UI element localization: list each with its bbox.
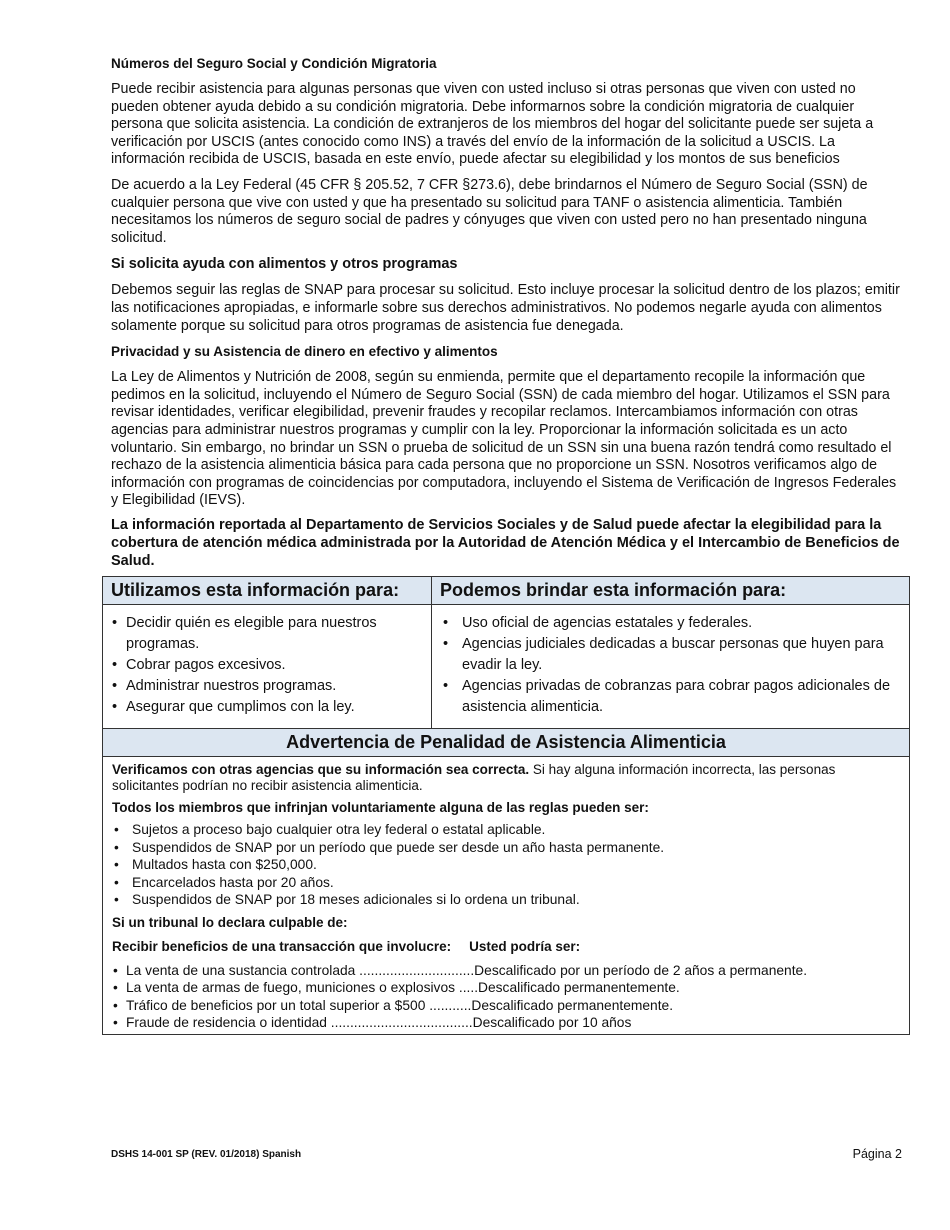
section-title-food-help: Si solicita ayuda con alimentos y otros programas — [111, 256, 458, 273]
form-id: DSHS 14-001 SP (REV. 01/2018) Spanish — [111, 1149, 302, 1160]
paragraph-snap-rules: Debemos seguir las reglas de SNAP para procesar su solicitud. Esto incluye procesar la solicitud dentro de los plazos; emitir las notificaciones apropiadas, e informarle sobre sus derechos administrativos. No podemos negarle ayuda con alimentos solamente porque su solicitud para otros programas de asistencia fue denegada. — [111, 282, 900, 334]
paragraph-immigration: Puede recibir asistencia para algunas personas que viven con usted incluso si otras personas que viven con usted no pueden obtener ayuda debido a su condición migratoria. Debe informarnos sobre la condición migratoria de cualquier persona que solicita asistencia. La condición de extranjeros de los miembros del hogar del solicitante puede ser sujeta a verificación por USCIS (antes conocido como INS) a través del envío de la información de la solicitud a USCIS. La información recibida de USCIS, basada en este envío, puede afectar su elegibilidad y los montos de sus beneficios — [111, 81, 874, 168]
list-item: • Uso oficial de agencias estatales y federales. — [440, 613, 901, 634]
info-table-right-column — [432, 577, 909, 728]
info-table — [103, 577, 909, 729]
document-page — [111, 55, 906, 1035]
verify-rest: Si hay alguna información incorrecta, las personas solicitantes podrían no recibir asistencia alimenticia. — [112, 761, 836, 794]
list-item: • Suspendidos de SNAP por 18 meses adicionales si lo ordena un tribunal. — [112, 891, 900, 909]
right-list — [432, 605, 909, 728]
list-item: • La venta de armas de fuego, municiones o explosivos .....Descalificado permanentemente. — [112, 979, 900, 997]
info-table-left-header: Utilizamos esta información para: — [103, 577, 431, 605]
list-item: • La venta de una sustancia controlada ..............................Descalificado por un período de 2 años a permanente. — [112, 962, 900, 980]
page-number: Página 2 — [852, 1147, 902, 1161]
court-title: Si un tribunal lo declara culpable de: — [112, 914, 348, 930]
list-item: • Tráfico de beneficios por un total superior a $500 ...........Descalificado permanentemente. — [112, 997, 900, 1015]
left-list — [103, 605, 431, 728]
members-title: Todos los miembros que infrinjan voluntariamente alguna de las reglas pueden ser: — [112, 799, 649, 815]
penalty-header: Advertencia de Penalidad de Asistencia Alimenticia — [103, 729, 909, 757]
paragraph-federal-law: De acuerdo a la Ley Federal (45 CFR § 205.52, 7 CFR §273.6), debe brindarnos el Número de Seguro Social (SSN) de cualquier persona que vive con usted y que ha presentado su solicitud para TANF o asistencia alimenticia. También necesitamos los números de seguro social de padres y cónyuges que viven con usted pero no han presentado ninguna solicitud. — [111, 176, 868, 246]
verify-bold: Verificamos con otras agencias que su información sea correcta. — [112, 761, 530, 777]
verify-paragraph — [112, 762, 900, 795]
offense-list — [112, 962, 900, 1032]
section-title-privacy: Privacidad y su Asistencia de dinero en efectivo y alimentos — [111, 344, 498, 360]
info-and-penalty-box — [102, 576, 910, 1035]
list-item: • Sujetos a proceso bajo cualquier otra ley federal o estatal aplicable. — [112, 821, 900, 839]
offense-col-a: Recibir beneficios de una transacción que involucre: — [112, 938, 452, 954]
list-item: • Multados hasta con $250,000. — [112, 856, 900, 874]
offense-col-b: Usted podría ser: — [469, 938, 581, 954]
list-item: • Asegurar que cumplimos con la ley. — [111, 697, 423, 718]
list-item: • Agencias privadas de cobranzas para cobrar pagos adicionales de asistencia alimenticia. — [440, 676, 901, 718]
list-item: • Suspendidos de SNAP por un período que puede ser desde un año hasta permanente. — [112, 839, 900, 857]
offense-columns-header — [112, 938, 900, 956]
penalty-body — [103, 757, 909, 1034]
paragraph-privacy: La Ley de Alimentos y Nutrición de 2008, según su enmienda, permite que el departamento recopile la información que pedimos en la solicitud, incluyendo el Número de Seguro Social (SSN) de cada miembro del hogar. Utilizamos el SSN para revisar identidades, verificar elegibilidad, prevenir fraudes y recopilar reclamos. Intercambiamos información con otras agencias para administrar nuestros programas y cumplir con la ley. Proporcionar la información solicitada es un acto voluntario. Sin embargo, no brindar un SSN o prueba de solicitud de un SSN sin una buena razón tendrá como resultado el rechazo de la asistencia alimenticia básica para cada persona que no proporcione un SSN. Nosotros verificamos algo de información con programas de coincidencias por computadora, incluyendo el Sistema de Verificación de Ingresos Federales y Elegibilidad (IEVS). — [111, 369, 897, 509]
list-item: • Fraude de residencia o identidad .....................................Descalificado por 10 años — [112, 1014, 900, 1032]
list-item: • Agencias judiciales dedicadas a buscar personas que huyen para evadir la ley. — [440, 634, 901, 676]
list-item: • Decidir quién es elegible para nuestros programas. — [111, 613, 423, 655]
info-table-right-header: Podemos brindar esta información para: — [432, 577, 909, 605]
section-title-ssn: Números del Seguro Social y Condición Migratoria — [111, 56, 437, 71]
members-list — [112, 821, 900, 909]
list-item: • Cobrar pagos excesivos. — [111, 655, 423, 676]
info-table-left-column — [103, 577, 432, 728]
list-item: • Encarcelados hasta por 20 años. — [112, 874, 900, 892]
list-item: • Administrar nuestros programas. — [111, 676, 423, 697]
bold-note-eligibility: La información reportada al Departamento de Servicios Sociales y de Salud puede afectar la elegibilidad para la cobertura de atención médica administrada por la Autoridad de Atención Médica y el Intercambio de Beneficios de Salud. — [111, 516, 900, 569]
